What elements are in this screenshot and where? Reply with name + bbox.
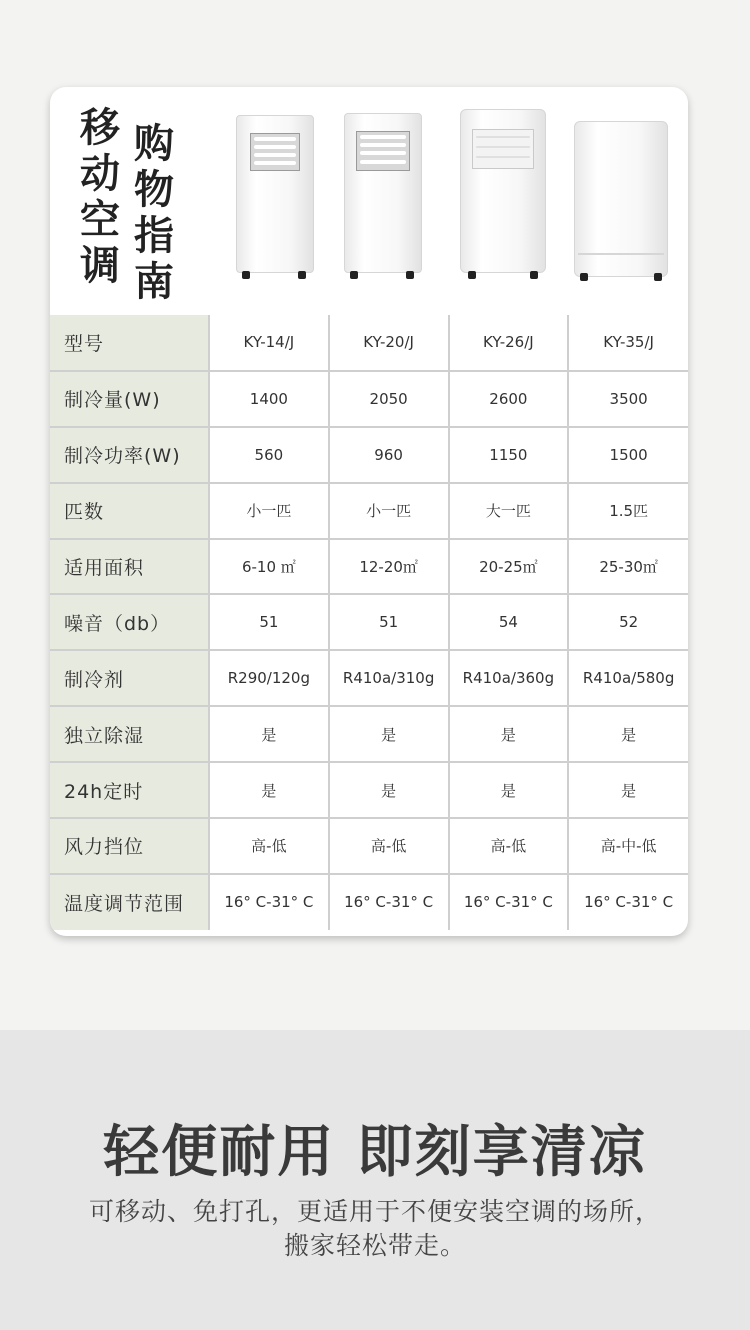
- row-label: 噪音（db）: [50, 594, 209, 650]
- table-cell: 51: [329, 594, 449, 650]
- table-cell: 小一匹: [329, 483, 449, 539]
- table-cell: 25-30㎡: [568, 539, 688, 595]
- description-line-2: 搬家轻松带走。: [283, 1231, 466, 1260]
- slogan-description: [0, 1195, 750, 1263]
- table-cell: 是: [329, 706, 449, 762]
- product-image-ky14: [236, 115, 314, 283]
- table-row: [50, 539, 688, 595]
- row-label: 风力挡位: [50, 818, 209, 874]
- table-cell: R410a/360g: [449, 650, 569, 706]
- slogan-heading: 轻便耐用 即刻享清凉: [103, 1120, 647, 1185]
- table-cell: 是: [209, 762, 329, 818]
- product-image-ky20: [344, 113, 422, 283]
- table-row: [50, 483, 688, 539]
- guide-title-line2: 购 物 指 南: [134, 121, 174, 305]
- table-cell: 高-低: [449, 818, 569, 874]
- table-cell: 小一匹: [209, 483, 329, 539]
- table-cell: 52: [568, 594, 688, 650]
- table-cell: 高-中-低: [568, 818, 688, 874]
- table-cell: 2600: [449, 371, 569, 427]
- table-cell: R290/120g: [209, 650, 329, 706]
- table-row: [50, 427, 688, 483]
- table-cell: 是: [568, 762, 688, 818]
- row-label: 24h定时: [50, 762, 209, 818]
- table-cell: 1150: [449, 427, 569, 483]
- description-line-1: 可移动、免打孔，更适用于不便安装空调的场所，: [88, 1197, 661, 1226]
- table-cell: R410a/580g: [568, 650, 688, 706]
- row-label: 适用面积: [50, 539, 209, 595]
- bottom-banner: [0, 1030, 750, 1330]
- table-cell: 16° C-31° C: [329, 874, 449, 930]
- table-cell: 1500: [568, 427, 688, 483]
- table-cell: 16° C-31° C: [449, 874, 569, 930]
- table-row: [50, 762, 688, 818]
- row-label: 温度调节范围: [50, 874, 209, 930]
- table-cell: KY-35/J: [568, 315, 688, 371]
- row-label: 制冷剂: [50, 650, 209, 706]
- row-label: 独立除湿: [50, 706, 209, 762]
- guide-title-line1: 移 动 空 调: [80, 105, 120, 289]
- table-cell: 1400: [209, 371, 329, 427]
- table-cell: 是: [449, 762, 569, 818]
- row-label: 匹数: [50, 483, 209, 539]
- row-label: 型号: [50, 315, 209, 371]
- table-cell: 960: [329, 427, 449, 483]
- table-row: [50, 315, 688, 371]
- table-row: [50, 706, 688, 762]
- table-cell: 是: [329, 762, 449, 818]
- buying-guide-card: [50, 87, 688, 936]
- spec-comparison-table: [50, 315, 688, 930]
- table-row: [50, 818, 688, 874]
- table-row: [50, 371, 688, 427]
- table-cell: 2050: [329, 371, 449, 427]
- table-cell: R410a/310g: [329, 650, 449, 706]
- table-cell: KY-26/J: [449, 315, 569, 371]
- table-cell: KY-20/J: [329, 315, 449, 371]
- table-cell: 20-25㎡: [449, 539, 569, 595]
- guide-title: [78, 105, 188, 305]
- table-cell: KY-14/J: [209, 315, 329, 371]
- row-label: 制冷量(W): [50, 371, 209, 427]
- product-image-ky26: [460, 109, 546, 283]
- table-cell: 大一匹: [449, 483, 569, 539]
- table-cell: 6-10 ㎡: [209, 539, 329, 595]
- table-cell: 16° C-31° C: [209, 874, 329, 930]
- row-label: 制冷功率(W): [50, 427, 209, 483]
- table-cell: 560: [209, 427, 329, 483]
- table-cell: 3500: [568, 371, 688, 427]
- table-cell: 1.5匹: [568, 483, 688, 539]
- table-cell: 是: [449, 706, 569, 762]
- table-cell: 54: [449, 594, 569, 650]
- table-row: [50, 874, 688, 930]
- table-cell: 51: [209, 594, 329, 650]
- table-cell: 高-低: [329, 818, 449, 874]
- table-cell: 高-低: [209, 818, 329, 874]
- table-cell: 16° C-31° C: [584, 893, 674, 912]
- table-cell: 是: [568, 706, 688, 762]
- table-cell: 是: [209, 706, 329, 762]
- table-row: [50, 650, 688, 706]
- table-row: [50, 594, 688, 650]
- table-cell: 12-20㎡: [329, 539, 449, 595]
- product-image-ky35: [574, 121, 668, 283]
